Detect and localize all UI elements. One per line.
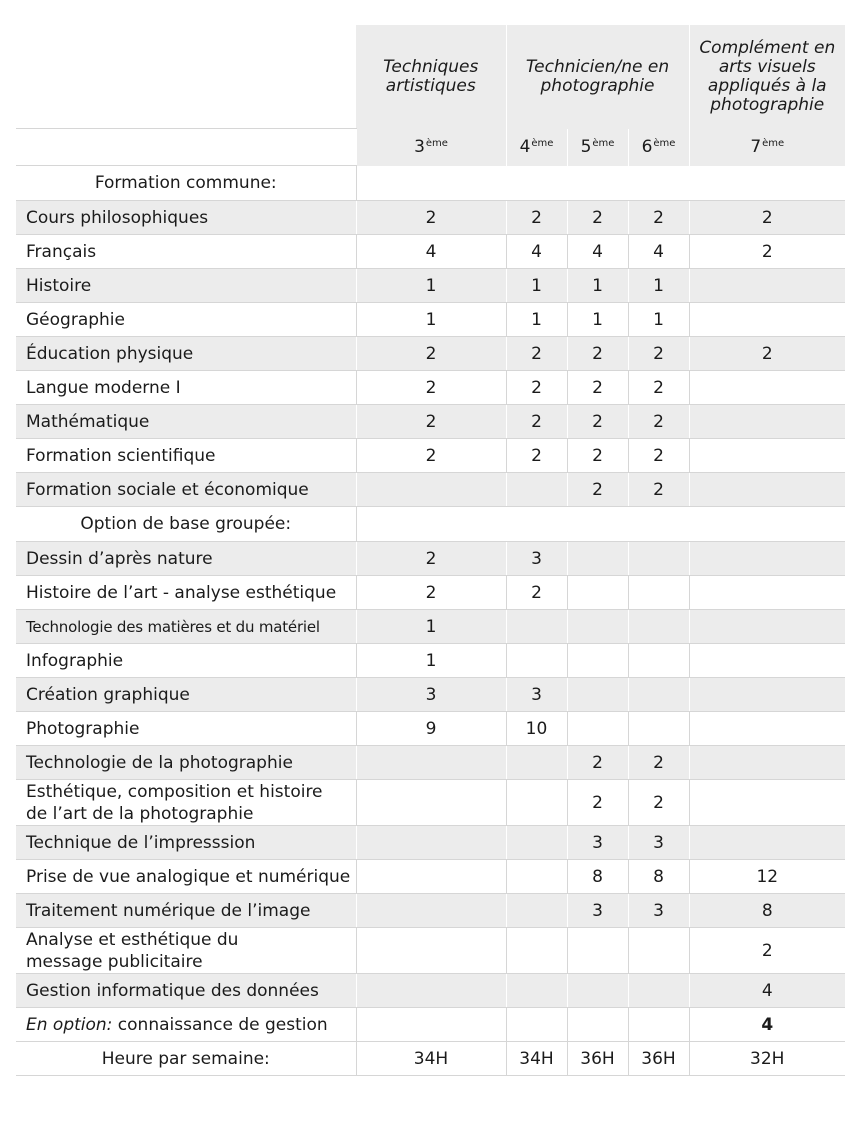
hours-5 [567, 974, 628, 1008]
subject-label-line1: Analyse et esthétique du [26, 929, 239, 950]
hours-6: 4 [628, 235, 689, 269]
curriculum-table [16, 25, 845, 1076]
hours-6 [628, 1008, 689, 1042]
hours-6: 2 [628, 473, 689, 507]
subject-label-line1: Esthétique, composition et histoire [26, 781, 323, 802]
hours-4 [506, 826, 567, 860]
table-row [16, 303, 845, 337]
subject-label: Création graphique [16, 678, 356, 712]
option-prefix: En option: [26, 1014, 113, 1035]
section-option-base-groupee [16, 507, 845, 542]
section-label: Formation commune: [16, 166, 356, 201]
hours-5 [567, 928, 628, 974]
total-6: 36H [628, 1042, 689, 1076]
section-spacer [356, 166, 845, 201]
table-row [16, 473, 845, 507]
hours-6: 1 [628, 303, 689, 337]
hours-5 [567, 1008, 628, 1042]
hours-3: 2 [356, 439, 506, 473]
hours-4: 2 [506, 371, 567, 405]
hours-3: 1 [356, 644, 506, 678]
hours-7 [689, 371, 845, 405]
hours-4 [506, 644, 567, 678]
hours-6: 2 [628, 746, 689, 780]
section-label: Option de base groupée: [16, 507, 356, 542]
hours-6: 2 [628, 439, 689, 473]
table-row [16, 235, 845, 269]
hours-4: 2 [506, 337, 567, 371]
total-row [16, 1042, 845, 1076]
table-row [16, 439, 845, 473]
subject-label: Traitement numérique de l’image [16, 894, 356, 928]
subject-label: Histoire de l’art - analyse esthétique [16, 576, 356, 610]
hours-4 [506, 974, 567, 1008]
hours-5: 2 [567, 439, 628, 473]
hours-5: 2 [567, 371, 628, 405]
hours-7: 2 [689, 928, 845, 974]
hours-5: 3 [567, 894, 628, 928]
subject-label: Technologie des matières et du matériel [16, 610, 356, 644]
table-row [16, 576, 845, 610]
hours-4 [506, 860, 567, 894]
hours-3 [356, 860, 506, 894]
hours-6 [628, 678, 689, 712]
hours-5 [567, 542, 628, 576]
hours-3 [356, 974, 506, 1008]
hours-6: 1 [628, 269, 689, 303]
section-formation-commune [16, 166, 845, 201]
table-row [16, 678, 845, 712]
hours-7 [689, 610, 845, 644]
hours-6 [628, 610, 689, 644]
hours-6: 3 [628, 826, 689, 860]
total-5: 36H [567, 1042, 628, 1076]
hours-7 [689, 439, 845, 473]
table-row [16, 371, 845, 405]
hours-4: 2 [506, 576, 567, 610]
hours-3: 4 [356, 235, 506, 269]
hours-3: 1 [356, 269, 506, 303]
option-label-rest: connaissance de gestion [112, 1014, 328, 1035]
hours-7: 4 [689, 974, 845, 1008]
subject-label: Cours philosophiques [16, 201, 356, 235]
hours-5: 1 [567, 269, 628, 303]
hours-6: 2 [628, 780, 689, 826]
hours-3 [356, 1008, 506, 1042]
hours-6 [628, 712, 689, 746]
hours-6: 2 [628, 201, 689, 235]
total-7: 32H [689, 1042, 845, 1076]
hours-7 [689, 405, 845, 439]
hours-5: 2 [567, 746, 628, 780]
hours-3: 2 [356, 542, 506, 576]
hours-3: 1 [356, 610, 506, 644]
hours-6 [628, 928, 689, 974]
hours-5: 3 [567, 826, 628, 860]
table-row [16, 894, 845, 928]
section-spacer [356, 507, 845, 542]
hours-3: 1 [356, 303, 506, 337]
subject-label-line2: message publicitaire [26, 951, 203, 972]
header-complement-arts-visuels: Complément en arts visuels appliqués à la photographie [689, 25, 845, 129]
hours-6 [628, 644, 689, 678]
hours-4 [506, 780, 567, 826]
hours-3 [356, 746, 506, 780]
hours-4 [506, 610, 567, 644]
subject-label: Langue moderne I [16, 371, 356, 405]
hours-4: 2 [506, 201, 567, 235]
hours-3 [356, 894, 506, 928]
subject-label: Mathématique [16, 405, 356, 439]
table-row [16, 542, 845, 576]
hours-4: 2 [506, 439, 567, 473]
subject-label: Éducation physique [16, 337, 356, 371]
hours-3: 9 [356, 712, 506, 746]
subject-label: Photographie [16, 712, 356, 746]
subject-label: Infographie [16, 644, 356, 678]
hours-3: 2 [356, 201, 506, 235]
table-row [16, 780, 845, 826]
hours-3: 3 [356, 678, 506, 712]
hours-4: 4 [506, 235, 567, 269]
hours-3 [356, 826, 506, 860]
hours-5 [567, 678, 628, 712]
hours-7 [689, 473, 845, 507]
table-row [16, 928, 845, 974]
header-corner [16, 25, 356, 129]
table-row [16, 860, 845, 894]
hours-5 [567, 712, 628, 746]
hours-4 [506, 928, 567, 974]
table-row [16, 826, 845, 860]
year-6: 6ème [628, 129, 689, 166]
hours-4: 1 [506, 269, 567, 303]
table-row [16, 974, 845, 1008]
subject-label [16, 780, 356, 826]
hours-4: 10 [506, 712, 567, 746]
hours-7: 2 [689, 201, 845, 235]
table-row [16, 1008, 845, 1042]
subject-label-line2: de l’art de la photographie [26, 803, 254, 824]
table-row [16, 610, 845, 644]
table-row [16, 269, 845, 303]
hours-6 [628, 974, 689, 1008]
hours-5 [567, 610, 628, 644]
hours-3 [356, 928, 506, 974]
header-techniques-artistiques: Techniques artistiques [356, 25, 506, 129]
hours-3: 2 [356, 576, 506, 610]
hours-7 [689, 780, 845, 826]
hours-5 [567, 644, 628, 678]
hours-4: 3 [506, 678, 567, 712]
header-technicien-photographie: Technicien/ne en photographie [506, 25, 689, 129]
hours-7 [689, 678, 845, 712]
hours-7: 12 [689, 860, 845, 894]
hours-7: 2 [689, 235, 845, 269]
hours-5: 2 [567, 201, 628, 235]
hours-6 [628, 542, 689, 576]
hours-5: 2 [567, 780, 628, 826]
header-year-row [16, 129, 845, 166]
total-label: Heure par semaine: [16, 1042, 356, 1076]
subject-label [16, 1008, 356, 1042]
hours-4 [506, 1008, 567, 1042]
subject-label: Prise de vue analogique et numérique [16, 860, 356, 894]
year-3: 3ème [356, 129, 506, 166]
year-7: 7ème [689, 129, 845, 166]
subject-label: Histoire [16, 269, 356, 303]
hours-6 [628, 576, 689, 610]
hours-3: 2 [356, 337, 506, 371]
hours-7 [689, 644, 845, 678]
hours-6: 2 [628, 405, 689, 439]
curriculum-table-wrapper [16, 25, 845, 1076]
subject-label: Géographie [16, 303, 356, 337]
hours-6: 3 [628, 894, 689, 928]
table-row [16, 644, 845, 678]
hours-7 [689, 576, 845, 610]
table-row [16, 712, 845, 746]
hours-4 [506, 746, 567, 780]
hours-7 [689, 746, 845, 780]
header-corner-year [16, 129, 356, 166]
total-3: 34H [356, 1042, 506, 1076]
hours-5: 1 [567, 303, 628, 337]
hours-7 [689, 303, 845, 337]
year-4: 4ème [506, 129, 567, 166]
hours-4 [506, 894, 567, 928]
hours-6: 2 [628, 337, 689, 371]
subject-label: Formation sociale et économique [16, 473, 356, 507]
hours-4: 1 [506, 303, 567, 337]
hours-6: 2 [628, 371, 689, 405]
subject-label: Technique de l’impresssion [16, 826, 356, 860]
hours-5: 2 [567, 473, 628, 507]
subject-label: Français [16, 235, 356, 269]
hours-7 [689, 826, 845, 860]
subject-label: Formation scientifique [16, 439, 356, 473]
hours-7 [689, 712, 845, 746]
hours-3 [356, 473, 506, 507]
table-row [16, 405, 845, 439]
hours-7: 2 [689, 337, 845, 371]
subject-label: Gestion informatique des données [16, 974, 356, 1008]
table-row [16, 746, 845, 780]
hours-5: 8 [567, 860, 628, 894]
subject-label: Dessin d’après nature [16, 542, 356, 576]
hours-5 [567, 576, 628, 610]
hours-5: 4 [567, 235, 628, 269]
hours-7 [689, 542, 845, 576]
hours-3 [356, 780, 506, 826]
table-row [16, 337, 845, 371]
hours-5: 2 [567, 405, 628, 439]
hours-6: 8 [628, 860, 689, 894]
subject-label: Technologie de la photographie [16, 746, 356, 780]
hours-4: 3 [506, 542, 567, 576]
header-title-row [16, 25, 845, 129]
hours-3: 2 [356, 405, 506, 439]
hours-4 [506, 473, 567, 507]
total-4: 34H [506, 1042, 567, 1076]
hours-7: 4 [689, 1008, 845, 1042]
hours-7 [689, 269, 845, 303]
hours-3: 2 [356, 371, 506, 405]
hours-7: 8 [689, 894, 845, 928]
hours-5: 2 [567, 337, 628, 371]
subject-label [16, 928, 356, 974]
table-row [16, 201, 845, 235]
year-5: 5ème [567, 129, 628, 166]
hours-4: 2 [506, 405, 567, 439]
